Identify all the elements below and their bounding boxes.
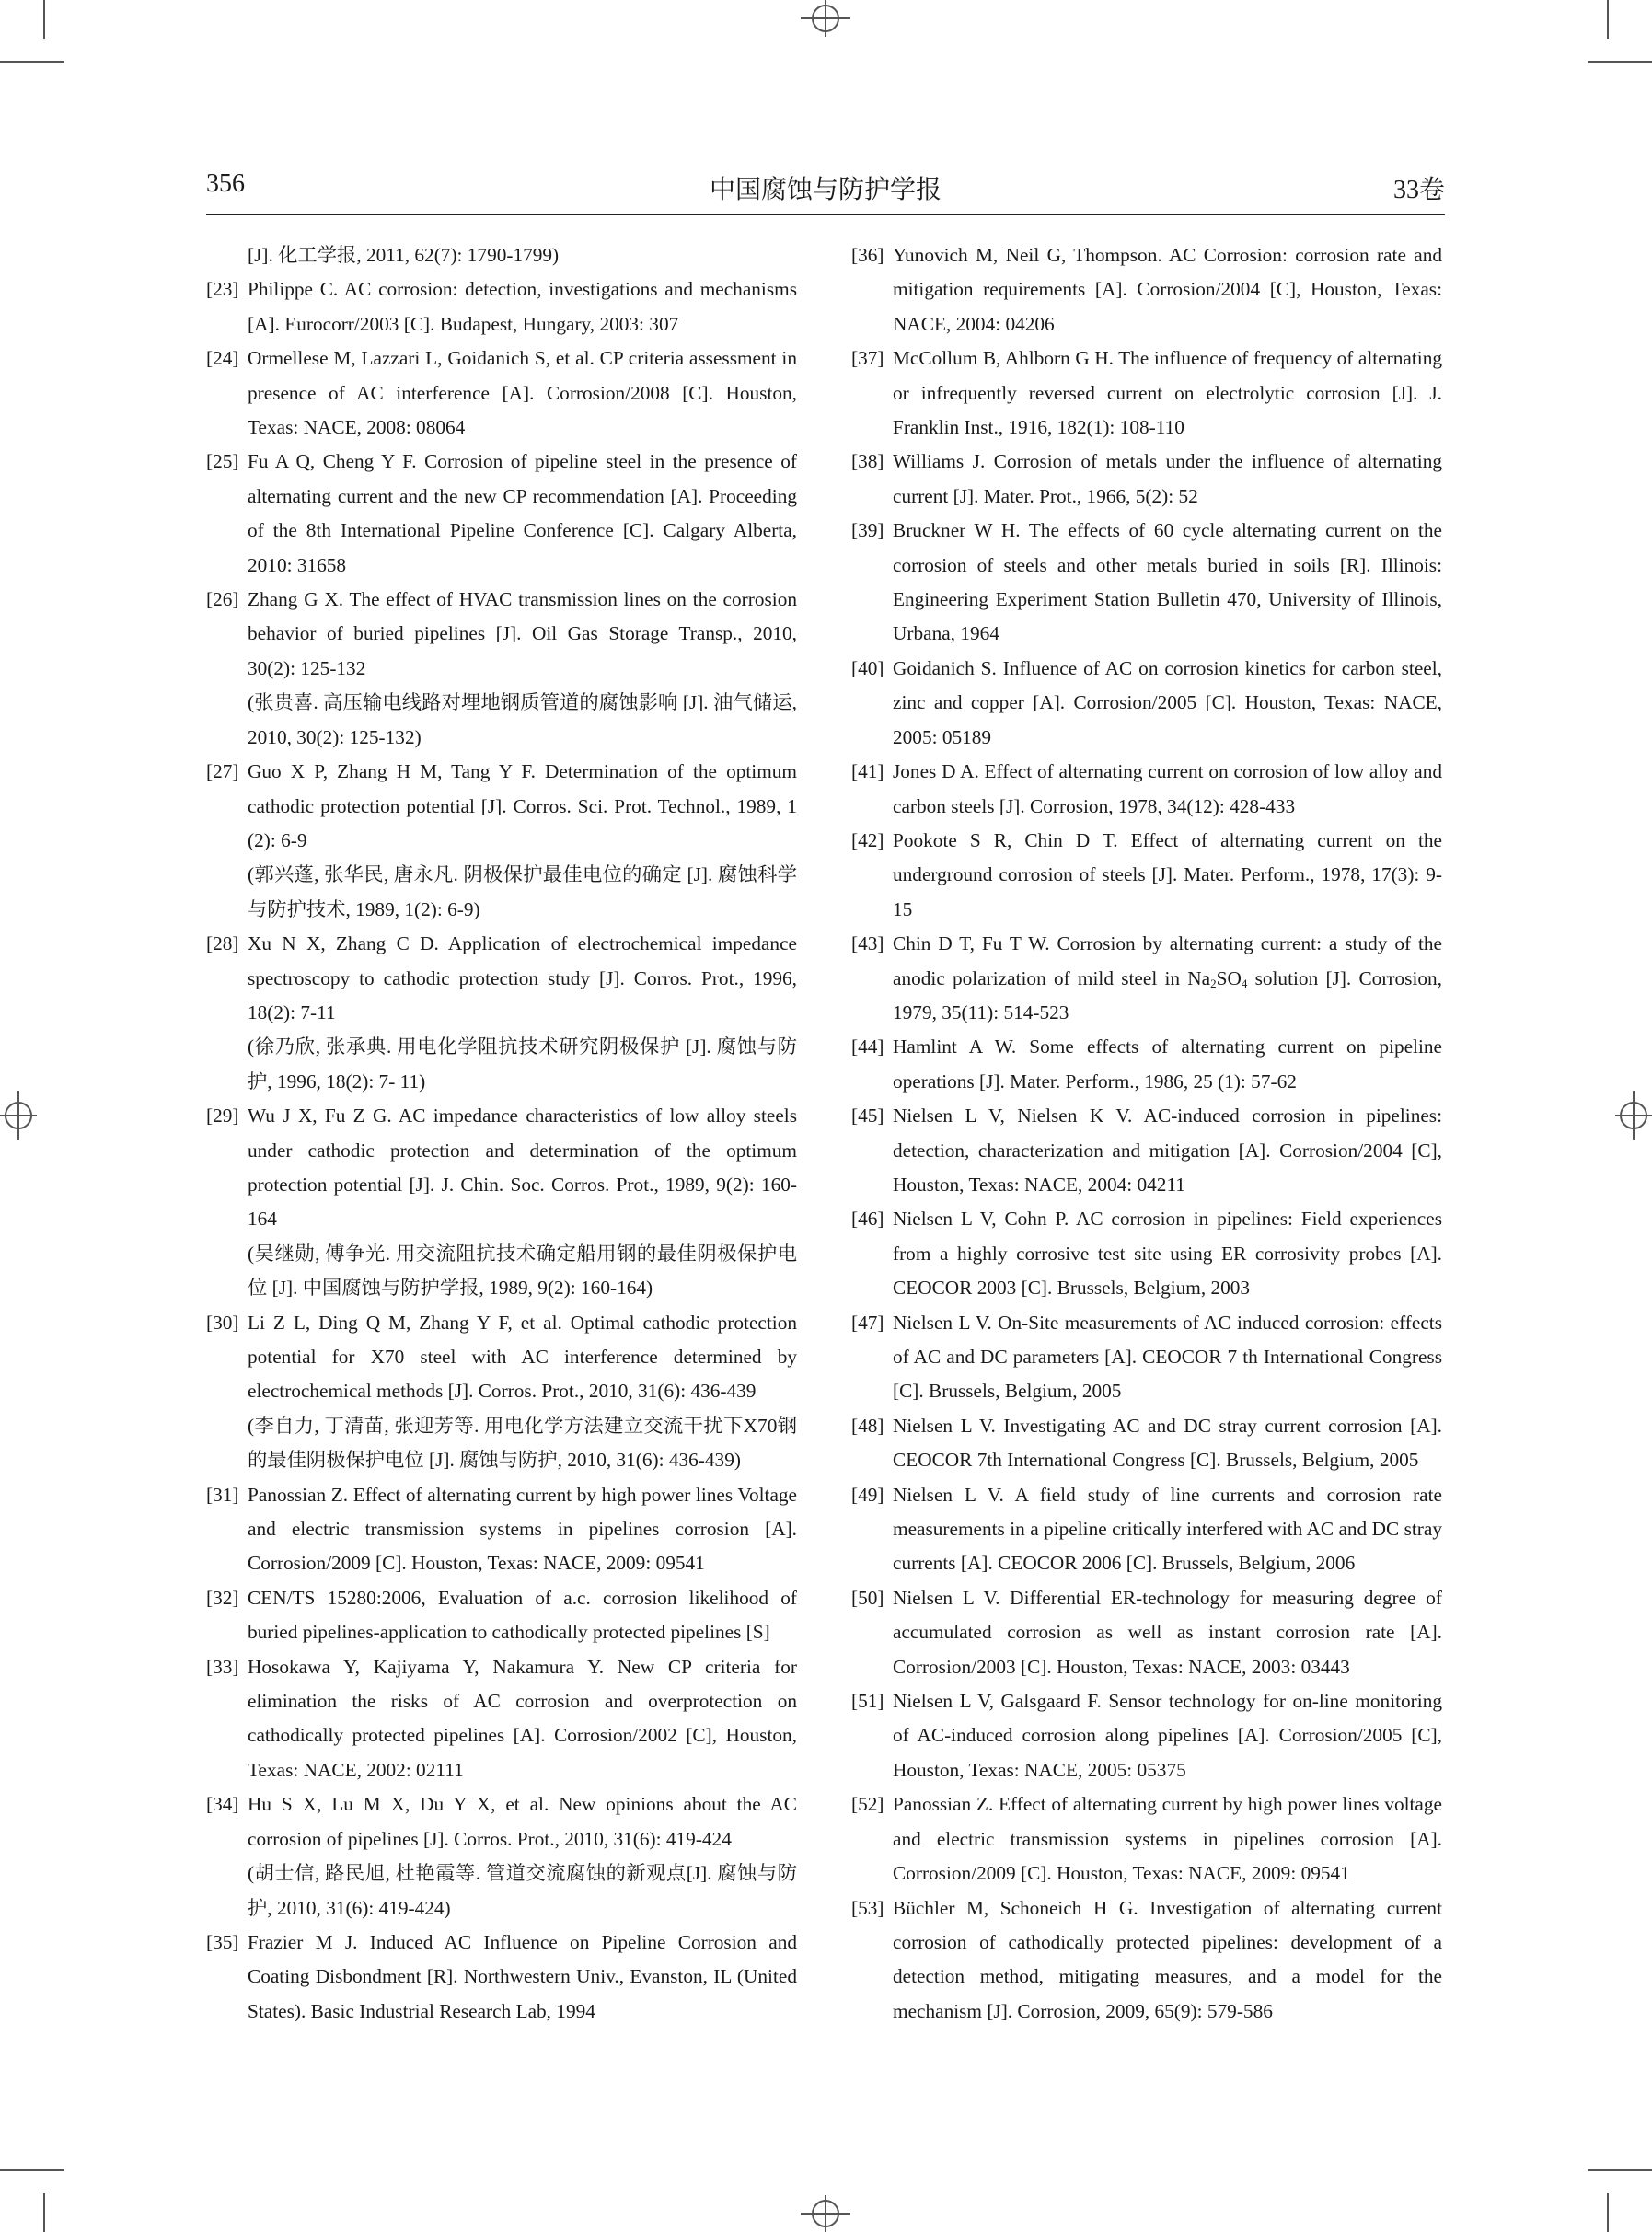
reference-number: [51]	[851, 1690, 884, 1713]
reference-number: [42]	[851, 828, 884, 851]
reference-item	[206, 1926, 797, 2029]
reference-text: Wu J X, Fu Z G. AC impedance characteristics of low alloy steels under cathodic protection and determination of the optimum protection potential [J]. J. Chin. Soc. Corros. Prot., 1989, 9(2): 160-164	[248, 1104, 797, 1231]
reference-item	[851, 755, 1442, 824]
reference-text: Nielsen L V. Differential ER-technology for measuring degree of accumulated corrosion as well as instant corrosion rate [A]. Corrosion/2003 [C]. Houston, Texas: NACE, 2003: 03443	[893, 1586, 1442, 1678]
reference-text: Williams J. Corrosion of metals under the influence of alternating current [J]. Mater. Prot., 1966, 5(2): 52	[893, 450, 1442, 507]
reference-text: Panossian Z. Effect of alternating current by high power lines Voltage and electric transmission systems in pipelines corrosion [A]. Corrosion/2009 [C]. Houston, Texas: NACE, 2009: 09541	[248, 1483, 797, 1575]
reference-number: [28]	[206, 932, 239, 955]
reference-number: [40]	[851, 656, 884, 679]
reference-item	[206, 1650, 797, 1788]
reference-number: [32]	[206, 1586, 239, 1609]
reference-text: Nielsen L V. On-Site measurements of AC induced corrosion: effects of AC and DC parameters [A]. CEOCOR 7 th International Congress [C]. Brussels, Belgium, 2005	[893, 1311, 1442, 1403]
reference-text: Li Z L, Ding Q M, Zhang Y F, et al. Optimal cathodic protection potential for X70 steel with AC interference determined by electrochemical methods [J]. Corros. Prot., 2010, 31(6): 436-439	[248, 1311, 797, 1403]
reference-text: Ormellese M, Lazzari L, Goidanich S, et al. CP criteria assessment in presence of AC interference [A]. Corrosion/2008 [C]. Houston, Texas: NACE, 2008: 08064	[248, 347, 797, 439]
reference-item	[206, 272, 797, 341]
reference-text: Zhang G X. The effect of HVAC transmission lines on the corrosion behavior of buried pipelines [J]. Oil Gas Storage Transp., 2010, 30(2): 125-132	[248, 588, 797, 679]
reference-text: Panossian Z. Effect of alternating current by high power lines voltage and electric transmission systems in pipelines corrosion [A]. Corrosion/2009 [C]. Houston, Texas: NACE, 2009: 09541	[893, 1793, 1442, 1885]
reference-item	[206, 445, 797, 583]
reference-number: [41]	[851, 760, 884, 783]
reference-item	[851, 1306, 1442, 1409]
reference-number: [53]	[851, 1896, 884, 1919]
reference-text: Nielsen L V, Cohn P. AC corrosion in pipelines: Field experiences from a highly corrosive test site using ER corrosivity probes [A]. CEOCOR 2003 [C]. Brussels, Belgium, 2003	[893, 1208, 1442, 1300]
reference-text: Goidanich S. Influence of AC on corrosion kinetics for carbon steel, zinc and copper [A]. Corrosion/2005 [C]. Houston, Texas: NACE, 2005: 05189	[893, 656, 1442, 748]
reference-number: [45]	[851, 1104, 884, 1128]
reference-text: Nielsen L V, Galsgaard F. Sensor technology for on-line monitoring of AC-induced corrosion along pipelines [A]. Corrosion/2005 [C], Houston, Texas: NACE, 2005: 05375	[893, 1690, 1442, 1781]
reference-continuation	[206, 238, 797, 272]
reference-number: [48]	[851, 1414, 884, 1437]
reference-item	[851, 238, 1442, 341]
reference-text: Nielsen L V, Nielsen K V. AC-induced corrosion in pipelines: detection, characterization and mitigation [A]. Corrosion/2004 [C], Houston, Texas: NACE, 2004: 04211	[893, 1104, 1442, 1196]
reference-text: Fu A Q, Cheng Y F. Corrosion of pipeline steel in the presence of alternating current and the new CP recommendation [A]. Proceeding of the 8th International Pipeline Conference [C]. Calgary Alberta, 2010: 31658	[248, 450, 797, 576]
reference-chinese-text: (胡士信, 路民旭, 杜艳霞等. 管道交流腐蚀的新观点[J]. 腐蚀与防护, 2010, 31(6): 419-424)	[248, 1862, 797, 1919]
subscript: 4	[1241, 976, 1248, 990]
reference-text: Philippe C. AC corrosion: detection, investigations and mechanisms [A]. Eurocorr/2003 [C]. Budapest, Hungary, 2003: 307	[248, 278, 797, 335]
reference-text: Nielsen L V. A field study of line currents and corrosion rate measurements in a pipeline critically interfered with AC and DC stray currents [A]. CEOCOR 2006 [C]. Brussels, Belgium, 2006	[893, 1483, 1442, 1575]
reference-item	[851, 927, 1442, 1030]
reference-item	[851, 824, 1442, 927]
reference-text: Bruckner W H. The effects of 60 cycle alternating current on the corrosion of steels and other metals buried in soils [R]. Illinois: Engineering Experiment Station Bulletin 470, University of Illinois, Urbana, 1964	[893, 519, 1442, 645]
reference-number: [43]	[851, 932, 884, 955]
reference-item	[206, 1099, 797, 1305]
reference-text: Yunovich M, Neil G, Thompson. AC Corrosion: corrosion rate and mitigation requirements [A]. Corrosion/2004 [C], Houston, Texas: NACE, 2004: 04206	[893, 244, 1442, 335]
reference-number: [47]	[851, 1311, 884, 1334]
reference-text: SO	[1216, 966, 1242, 989]
registration-mark-left	[0, 1091, 50, 1140]
reference-item	[851, 652, 1442, 755]
reference-item	[206, 341, 797, 445]
reference-number: [31]	[206, 1483, 239, 1506]
reference-item	[851, 1684, 1442, 1787]
registration-mark-right	[1602, 1091, 1652, 1140]
reference-text: Chin D T, Fu T W. Corrosion by alternating current: a study of the anodic polarization of mild steel in Na	[893, 932, 1442, 989]
reference-item	[851, 341, 1442, 445]
reference-item	[206, 1581, 797, 1650]
registration-mark-bottom	[801, 2182, 850, 2232]
reference-number: [29]	[206, 1104, 239, 1128]
registration-mark-top	[801, 0, 850, 50]
reference-item	[851, 1787, 1442, 1891]
reference-number: [27]	[206, 760, 239, 783]
journal-title: 中国腐蚀与防护学报	[709, 176, 942, 204]
reference-text: CEN/TS 15280:2006, Evaluation of a.c. corrosion likelihood of buried pipelines-application to cathodically protected pipelines [S]	[248, 1586, 797, 1644]
running-header	[206, 169, 1445, 208]
reference-item	[206, 755, 797, 927]
reference-number: [30]	[206, 1311, 239, 1334]
reference-number: [52]	[851, 1793, 884, 1816]
reference-text: Nielsen L V. Investigating AC and DC stray current corrosion [A]. CEOCOR 7th International Congress [C]. Brussels, Belgium, 2005	[893, 1414, 1442, 1472]
reference-text: Hosokawa Y, Kajiyama Y, Nakamura Y. New CP criteria for elimination the risks of AC corrosion and overprotection on cathodically protected pipelines [A]. Corrosion/2002 [C], Houston, Texas: NACE, 2002: 02111	[248, 1655, 797, 1781]
reference-text: Jones D A. Effect of alternating current on corrosion of low alloy and carbon steels [J]. Corrosion, 1978, 34(12): 428-433	[893, 760, 1442, 817]
reference-item	[851, 1202, 1442, 1305]
reference-item	[851, 1099, 1442, 1202]
subscript: 2	[1210, 976, 1217, 990]
reference-chinese-text: (郭兴蓬, 张华民, 唐永凡. 阴极保护最佳电位的确定 [J]. 腐蚀科学与防护技术, 1989, 1(2): 6-9)	[248, 863, 797, 920]
reference-chinese-text: (张贵喜. 高压输电线路对埋地钢质管道的腐蚀影响 [J]. 油气储运, 2010, 30(2): 125-132)	[248, 691, 797, 748]
reference-item	[851, 445, 1442, 514]
reference-chinese-text: (徐乃欣, 张承典. 用电化学阻抗技术研究阴极保护 [J]. 腐蚀与防护, 1996, 18(2): 7- 11)	[248, 1035, 797, 1093]
reference-item	[851, 1030, 1442, 1099]
reference-text: Guo X P, Zhang H M, Tang Y F. Determination of the optimum cathodic protection potential [J]. Corros. Sci. Prot. Technol., 1989, 1 (2): 6-9	[248, 760, 797, 851]
reference-item	[206, 583, 797, 755]
reference-text: Hamlint A W. Some effects of alternating current on pipeline operations [J]. Mater. Perform., 1986, 25 (1): 57-62	[893, 1035, 1442, 1093]
reference-number: [33]	[206, 1655, 239, 1678]
reference-text: Büchler M, Schoneich H G. Investigation of alternating current corrosion of cathodically protected pipelines: development of a detection method, mitigating measures, and a model for the mechanism [J]. Corrosion, 2009, 65(9): 579-586	[893, 1896, 1442, 2022]
reference-number: [39]	[851, 519, 884, 542]
reference-item	[851, 1478, 1442, 1581]
reference-item	[851, 1891, 1442, 2030]
reference-number: [49]	[851, 1483, 884, 1506]
reference-number: [35]	[206, 1930, 239, 1953]
reference-item	[206, 1306, 797, 1478]
reference-item	[206, 1478, 797, 1581]
reference-chinese-text: (吴继勋, 傅争光. 用交流阻抗技术确定船用钢的最佳阴极保护电位 [J]. 中国腐蚀与防护学报, 1989, 9(2): 160-164)	[248, 1242, 797, 1300]
reference-number: [44]	[851, 1035, 884, 1058]
reference-item	[206, 927, 797, 1099]
reference-item	[851, 1581, 1442, 1684]
reference-text: Hu S X, Lu M X, Du Y X, et al. New opinions about the AC corrosion of pipelines [J]. Corros. Prot., 2010, 31(6): 419-424	[248, 1793, 797, 1850]
reference-text: Frazier M J. Induced AC Influence on Pipeline Corrosion and Coating Disbondment [R]. Northwestern Univ., Evanston, IL (United States). Basic Industrial Research Lab, 1994	[248, 1930, 797, 2022]
reference-number: [34]	[206, 1793, 239, 1816]
reference-number: [38]	[851, 450, 884, 473]
reference-text: solution [J]. Corrosion, 1979, 35(11): 514-523	[893, 966, 1442, 1023]
header-rule	[206, 214, 1445, 215]
reference-number: [25]	[206, 450, 239, 473]
reference-item	[851, 1409, 1442, 1478]
reference-text: McCollum B, Ahlborn G H. The influence of frequency of alternating or infrequently reversed current on electrolytic corrosion [J]. J. Franklin Inst., 1916, 182(1): 108-110	[893, 347, 1442, 439]
reference-number: [37]	[851, 347, 884, 370]
reference-chinese-text: (李自力, 丁清苗, 张迎芳等. 用电化学方法建立交流干扰下X70钢的最佳阴极保护电位 [J]. 腐蚀与防护, 2010, 31(6): 436-439)	[248, 1414, 797, 1472]
reference-number: [24]	[206, 347, 239, 370]
references-right-column	[851, 238, 1442, 2029]
reference-text: Pookote S R, Chin D T. Effect of alternating current on the underground corrosion of steels [J]. Mater. Perform., 1978, 17(3): 9-15	[893, 828, 1442, 920]
reference-number: [26]	[206, 588, 239, 611]
reference-item	[206, 1787, 797, 1926]
reference-text: Xu N X, Zhang C D. Application of electrochemical impedance spectroscopy to cathodic protection study [J]. Corros. Prot., 1996, 18(2): 7-11	[248, 932, 797, 1023]
reference-number: [36]	[851, 244, 884, 266]
reference-number: [46]	[851, 1208, 884, 1231]
reference-item	[851, 514, 1442, 652]
references-left-column	[206, 238, 797, 2029]
reference-number: [50]	[851, 1586, 884, 1609]
page-number: 356	[206, 169, 245, 198]
volume-label: 33卷	[1392, 176, 1445, 204]
reference-number: [23]	[206, 278, 239, 301]
reference-text: [J]. 化工学报, 2011, 62(7): 1790-1799)	[248, 244, 560, 266]
